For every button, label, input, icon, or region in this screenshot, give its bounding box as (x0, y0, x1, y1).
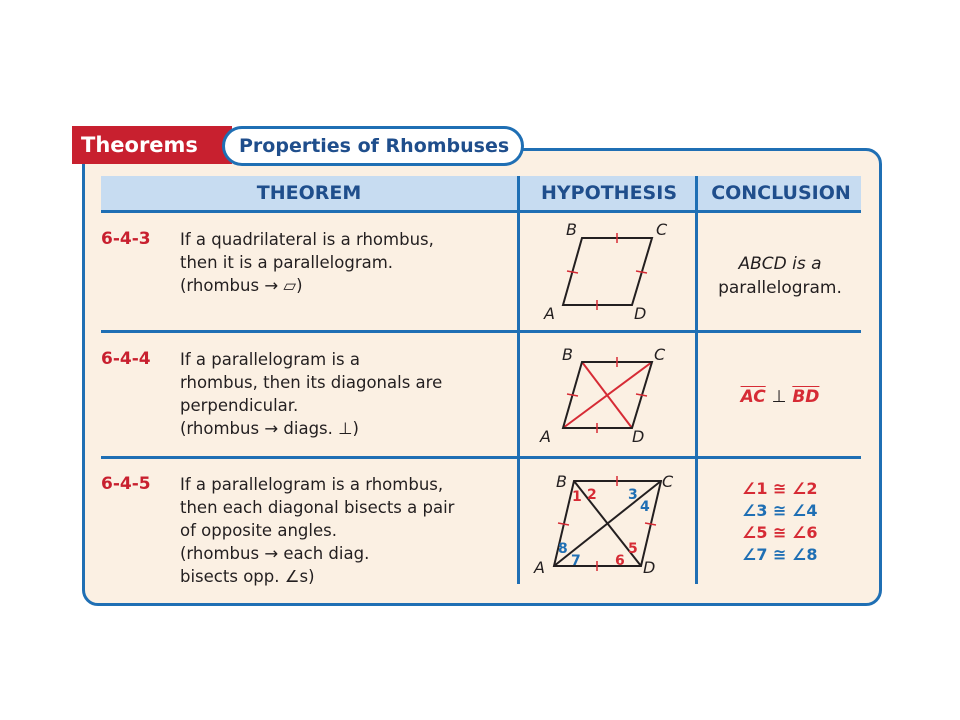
congruence-line: ∠5 ≅ ∠6 (742, 523, 818, 542)
vertex-label: C (662, 472, 674, 491)
vertex-label: D (634, 304, 647, 323)
theorem-text (180, 348, 510, 440)
angle-number: 7 (571, 553, 581, 569)
vertex-label: A (540, 427, 551, 446)
table-header (101, 176, 861, 210)
vertex-label: A (544, 304, 555, 323)
column-divider (695, 176, 698, 584)
perpendicular-symbol: ⊥ (771, 387, 787, 407)
theorem-line: then it is a parallelogram. (180, 253, 394, 272)
theorem-line: If a parallelogram is a (180, 350, 360, 369)
rhombus-angles-diagram (520, 460, 695, 584)
row-divider (101, 456, 861, 459)
congruence-line: ∠3 ≅ ∠4 (742, 501, 818, 520)
vertex-label: C (656, 220, 668, 239)
congruence-line: ∠1 ≅ ∠2 (742, 479, 818, 498)
theorem-line: If a quadrilateral is a rhombus, (180, 230, 434, 249)
congruence-tick (558, 523, 569, 525)
segment-ac: $\overline{AC}$ (740, 387, 766, 407)
theorem-line: (rhombus → ▱) (180, 276, 303, 295)
theorem-line: (rhombus → each diag. (180, 544, 370, 563)
theorem-line: rhombus, then its diagonals are (180, 373, 443, 392)
theorem-line: perpendicular. (180, 396, 299, 415)
conclusion-line: ABCD is a (738, 254, 822, 274)
congruence-tick (567, 271, 578, 273)
rhombus-diagram (520, 213, 695, 328)
vertex-label: D (632, 427, 645, 446)
vertex-label: A (534, 558, 545, 577)
vertex-label: B (562, 345, 573, 364)
conclusion-line: parallelogram. (718, 278, 842, 298)
vertex-label: B (566, 220, 577, 239)
congruence-tick (567, 394, 578, 396)
theorem-text (180, 473, 510, 588)
vertex-label: C (654, 345, 666, 364)
theorem-line: (rhombus → diags. ⊥) (180, 419, 359, 438)
theorems-tag: Theorems (72, 126, 232, 164)
angle-number: 4 (640, 499, 650, 515)
angle-congruences (742, 478, 818, 566)
header-conclusion: CONCLUSION (711, 182, 851, 204)
panel-title: Properties of Rhombuses (222, 126, 524, 166)
row-divider (101, 210, 861, 213)
header-hypothesis: HYPOTHESIS (540, 182, 677, 204)
congruence-tick (636, 394, 647, 396)
row-divider (101, 330, 861, 333)
angle-number: 8 (558, 541, 568, 557)
theorem-line: If a parallelogram is a rhombus, (180, 475, 444, 494)
theorem-text (180, 228, 510, 297)
theorem-number: 6-4-5 (101, 474, 151, 494)
congruence-line: ∠7 ≅ ∠8 (742, 545, 818, 564)
conclusion-text (699, 385, 861, 409)
angle-number: 1 (572, 489, 582, 505)
angle-number: 5 (628, 541, 638, 557)
theorem-line: bisects opp. ∠s) (180, 567, 315, 586)
congruence-tick (645, 523, 656, 525)
theorem-number: 6-4-3 (101, 229, 151, 249)
conclusion-text (699, 252, 861, 300)
vertex-label: B (556, 472, 567, 491)
segment-bd: $\overline{BD}$ (792, 387, 820, 407)
theorem-line: then each diagonal bisects a pair (180, 498, 455, 517)
theorem-number: 6-4-4 (101, 349, 151, 369)
theorem-line: of opposite angles. (180, 521, 337, 540)
diagonal-bd (582, 362, 632, 428)
angle-number: 3 (628, 487, 638, 503)
angle-number: 6 (615, 553, 625, 569)
vertex-label: D (643, 558, 656, 577)
rhombus-diagonals-diagram (520, 336, 695, 454)
angle-number: 2 (587, 487, 597, 503)
congruence-tick (636, 271, 647, 273)
header-theorem: THEOREM (256, 182, 362, 204)
